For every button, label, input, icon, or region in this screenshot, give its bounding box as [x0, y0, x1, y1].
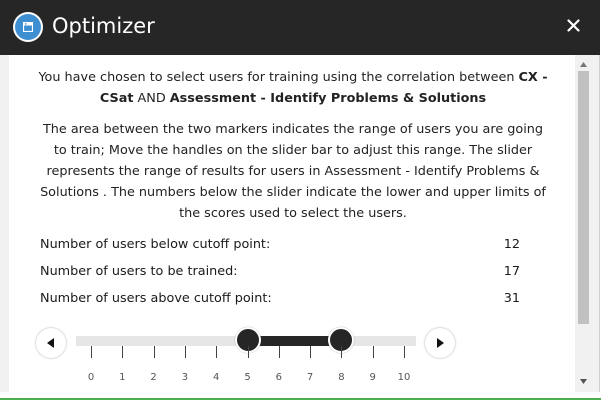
close-button[interactable] — [560, 12, 586, 38]
stat-label: Number of users above cutoff point: — [40, 291, 272, 306]
slider-tick-label: 1 — [119, 372, 126, 383]
slider-tick — [248, 346, 249, 358]
stat-below-cutoff — [40, 235, 520, 262]
slider-tick — [154, 346, 155, 358]
arrow-right-icon — [436, 338, 444, 348]
intro-prefix: You have chosen to select users for training using the correlation between — [38, 70, 519, 85]
explanation-text: The area between the two markers indicates the range of users you are going to train; Move the handles on the slider bar to adjust this range. The slider represents the range of results for users in Assessment - Identify Problems & Solutions . The numbers below the slider indicate the lower and upper limits of the scores used to select the users. — [40, 122, 546, 221]
scroll-up-icon — [580, 62, 587, 67]
close-icon — [567, 19, 580, 32]
slider-tick-label: 5 — [244, 372, 251, 383]
scroll-up-button[interactable] — [575, 57, 592, 71]
stat-value: 31 — [503, 291, 520, 306]
slider-tick — [310, 346, 311, 358]
slider-tick-label: 9 — [369, 372, 376, 383]
vertical-scrollbar[interactable] — [575, 55, 592, 392]
range-slider — [9, 320, 575, 392]
slider-tick — [404, 346, 405, 358]
window-title: Optimizer — [52, 14, 155, 38]
slider-tick — [279, 346, 280, 358]
slider-tick-label: 10 — [397, 372, 411, 383]
scroll-down-icon — [580, 379, 587, 384]
dialog-content — [9, 55, 575, 392]
slider-selected-range — [248, 336, 342, 346]
scroll-down-button[interactable] — [575, 374, 592, 388]
slider-tick — [122, 346, 123, 358]
slider-tick-label: 4 — [213, 372, 220, 383]
arrow-left-icon — [47, 338, 55, 348]
slider-tick-label: 7 — [306, 372, 314, 383]
metric-a-name: CX - CSat — [99, 70, 548, 106]
stat-value: 12 — [503, 237, 520, 252]
intro-and: AND — [133, 91, 170, 106]
slider-tick — [341, 346, 342, 358]
stat-value: 17 — [503, 264, 520, 279]
slider-tick — [216, 346, 217, 358]
stat-label: Number of users to be trained: — [40, 264, 238, 279]
slider-tick-label: 0 — [87, 372, 95, 383]
slider-tick — [185, 346, 186, 358]
bottom-accent-line — [0, 398, 601, 400]
slider-tick — [91, 346, 92, 358]
stat-label: Number of users below cutoff point: — [40, 237, 271, 252]
slider-right-button[interactable] — [425, 328, 455, 358]
slider-tick-label: 8 — [338, 372, 345, 383]
user-stats — [40, 235, 520, 316]
intro-text — [37, 67, 549, 109]
scrollbar-thumb[interactable] — [578, 71, 589, 324]
slider-tick-label: 6 — [275, 372, 282, 383]
slider-tick-label: 3 — [181, 372, 189, 383]
app-window-icon — [13, 12, 43, 42]
slider-tick-label: 2 — [150, 372, 157, 383]
stat-to-be-trained — [40, 262, 520, 289]
metric-b-name: Assessment - Identify Problems & Solutions — [169, 91, 487, 106]
stat-above-cutoff — [40, 289, 520, 316]
slider-left-button[interactable] — [36, 328, 66, 358]
title-bar — [0, 0, 600, 55]
slider-tick — [373, 346, 374, 358]
